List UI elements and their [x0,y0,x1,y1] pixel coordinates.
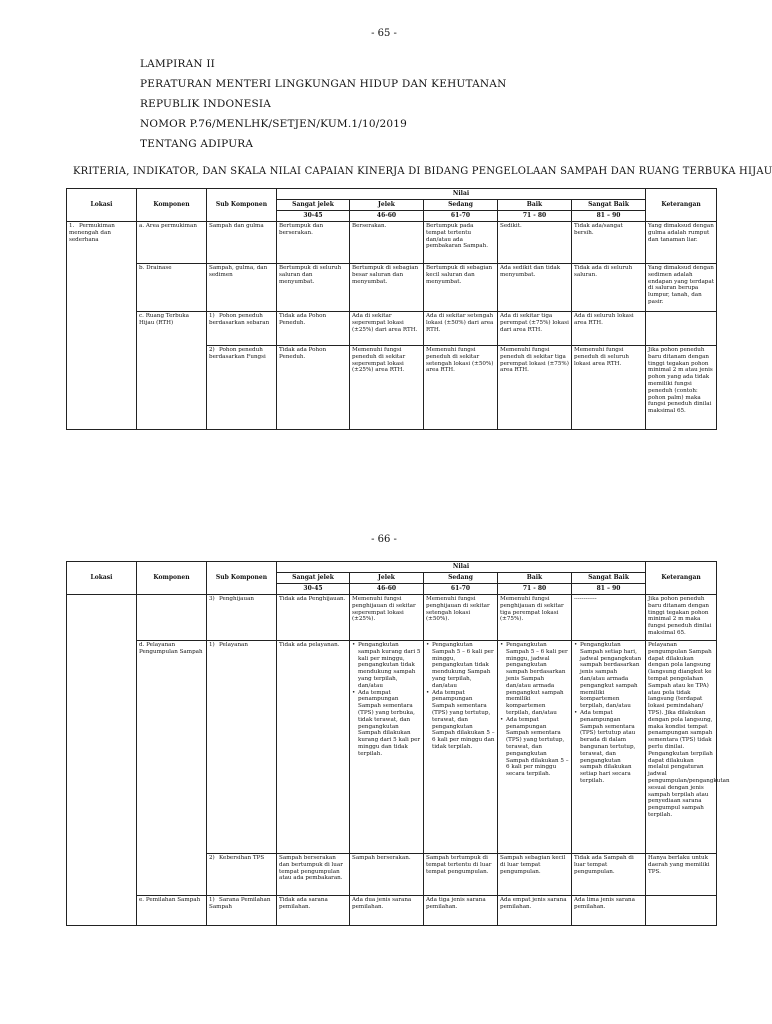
page-number: - 66 - [371,534,397,545]
header-range: 81 – 90 [572,584,646,595]
cell-value: Memenuhi fungsi peneduh di seluruh lokasi area RTH. [572,346,646,430]
header-line: TENTANG ADIPURA [140,138,254,150]
cell-value: Ada lima jenis sarana pemilahan. [572,896,646,926]
cell-value: Bertumpuk di sebagian kecil saluran dan menyumbat. [424,264,498,312]
cell-keterangan: Yang dimaksud dengan sedimen adalah endapan yang terdapat di saluran berupa lumpur, tanah, dan pasir. [646,264,717,312]
document-header [140,54,506,154]
criteria-table [66,188,717,430]
table-row [67,264,717,312]
table-row [67,896,717,926]
cell-value: Sampah tertumpuk di tempat tertentu di luar tempat pengumpulan. [424,854,498,896]
cell-keterangan [646,312,717,346]
cell-keterangan: Pelayanan pengumpulan Sampah dapat dilakukan dengan pola langsung (langsung diangkut ke tempat pengolahan Sampah atau ke TPA) atau pola tidak langsung (terdapat lokasi pemindahan/ TPS). Jika dilakukan dengan pola langsung, maka kondisi tempat penampungan sampah sementara (TPS) tidak perlu dinilai. Pengangkutan terpilah dapat dilakukan melalui pengaturan jadwal pengumpulan/pengangkutan sesuai dengan jenis sampah terpilah atau penyediaan sarana pengumpul sampah terpilah. [646,641,717,854]
header-range: 71 - 80 [498,211,572,222]
header-range: 71 - 80 [498,584,572,595]
cell-value: ------------ [572,595,646,641]
cell-keterangan: Yang dimaksud dengan gulma adalah rumput dan tanaman liar. [646,222,717,264]
header-range: 81 – 90 [572,211,646,222]
header-range: 30-45 [277,211,350,222]
header-lokasi: Lokasi [67,189,137,222]
header-range: 46-60 [350,584,424,595]
cell-komponen: b. Drainase [137,264,207,312]
header-nilai: Nilai [277,189,646,200]
table-row [67,641,717,854]
cell-lokasi: 1. Permukiman menengah dan sederhana [67,222,137,430]
table-row [67,222,717,264]
cell-value [572,641,646,854]
cell-sub: 1) Sarana Pemilahan Sampah [207,896,277,926]
cell-keterangan [646,896,717,926]
cell-value: Tidak ada/sangat bersih. [572,222,646,264]
cell-value: Memenuhi fungsi peneduh di sekitar seperempat lokasi (±25%) area RTH. [350,346,424,430]
header-komponen: Komponen [137,562,207,595]
cell-keterangan: Jika pohon peneduh baru ditanam dengan tinggi tegakan pohon minimal 2 m maka fungsi peneduh dinilai maksimal 65. [646,595,717,641]
cell-value: Bertumpuk di sebagian besar saluran dan menyumbat. [350,264,424,312]
header-range: 46-60 [350,211,424,222]
cell-value: Memenuhi fungsi peneduh di sekitar setengah lokasi (±50%) area RTH. [424,346,498,430]
cell-value: Sampah berserakan. [350,854,424,896]
cell-value: Tidak ada di seluruh saluran. [572,264,646,312]
header-komponen: Komponen [137,189,207,222]
cell-komponen: e. Pemilahan Sampah [137,896,207,926]
table-title: KRITERIA, INDIKATOR, DAN SKALA NILAI CAPAIAN KINERJA DI BIDANG PENGELOLAAN SAMPAH DAN RUANG TERBUKA HIJAU [73,166,772,177]
header-level: Jelek [350,573,424,584]
cell-komponen: a. Area permukiman [137,222,207,264]
cell-keterangan: Jika pohon peneduh baru ditanam dengan tinggi tegakan pohon minimal 2 m atau jenis pohon yang ada tidak memiliki fungsi peneduh (contoh: pohon palm) maka fungsi peneduh dinilai maksimal 65. [646,346,717,430]
header-sub-komponen: Sub Komponen [207,562,277,595]
cell-value [350,641,424,854]
cell-value: Tidak ada Penghijauan. [277,595,350,641]
header-line: PERATURAN MENTERI LINGKUNGAN HIDUP DAN KEHUTANAN [140,78,507,90]
header-nilai: Nilai [277,562,646,573]
cell-value: Ada di sekitar setengah lokasi (±50%) dari area RTH. [424,312,498,346]
cell-lokasi [67,595,137,926]
bullet-item: • Pengangkutan Sampah 5 – 6 kali per minggu, jadwal pengangkutan sampah berdasarkan jenis Sampah dan/atau armada pengangkut sampah memiliki kompartemen terpilah, dan/atau [506,642,569,717]
cell-value: Memenuhi fungsi penghijauan di sekitar setengah lokasi (±50%). [424,595,498,641]
cell-value: Sampah sebagian kecil di luar tempat pengumpulan. [498,854,572,896]
header-level: Sangat Baik [572,200,646,211]
header-level: Jelek [350,200,424,211]
cell-value: Bertumpuk pada tempat tertentu dan/atau ada pembakaran Sampah. [424,222,498,264]
page-number: - 65 - [371,28,397,39]
bullet-item: • Pengangkutan Sampah 5 – 6 kali per minggu, pengangkutan tidak mendukung Sampah yang terpilah, dan/atau [432,642,495,690]
cell-value: Berserakan. [350,222,424,264]
header-level: Sedang [424,573,498,584]
header-range: 61-70 [424,211,498,222]
bullet-item: • Ada tempat penampungan Sampah sementara (TPS) yang tertutup, terawat, dan pengangkutan Sampah dilakukan 5 – 6 kali per minggu secara terpilah. [506,717,569,778]
header-level: Sangat jelek [277,573,350,584]
cell-value: Ada di sekitar seperempat lokasi (±25%) dari area RTH. [350,312,424,346]
cell-value [424,641,498,854]
cell-value: Ada empat jenis sarana pemilahan. [498,896,572,926]
cell-keterangan: Hanya berlaku untuk daerah yang memiliki TPS. [646,854,717,896]
cell-value: Memenuhi fungsi penghijauan di sekitar tiga perempat lokasi (±75%). [498,595,572,641]
header-level: Baik [498,573,572,584]
header-range: 61-70 [424,584,498,595]
cell-value [498,641,572,854]
header-keterangan: Keterangan [646,562,717,595]
cell-value: Ada di sekitar tiga perempat (±75%) lokasi dari area RTH. [498,312,572,346]
cell-komponen [137,595,207,641]
cell-value: Bertumpuk dan berserakan. [277,222,350,264]
cell-value: Tidak ada Sampah di luar tempat pengumpulan. [572,854,646,896]
cell-value: Tidak ada Pohon Peneduh. [277,346,350,430]
cell-value: Ada tiga jenis sarana pemilahan. [424,896,498,926]
bullet-item: • Ada tempat penampungan Sampah sementara (TPS) tertutup atau berada di dalam bangunan tertutup, terawat, dan pengangkutan sampah dilakukan setiap hari secara terpilah. [580,710,643,785]
cell-value: Sampah berserakan dan bertumpuk di luar tempat pengumpulan atau ada pembakaran. [277,854,350,896]
header-line: REPUBLIK INDONESIA [140,98,272,110]
bullet-item: • Pengangkutan Sampah setiap hari, jadwal pengangkutan sampah berdasarkan jenis sampah dan/atau armada pengangkut sampah memiliki kompartemen terpilah, dan/atau [580,642,643,710]
cell-sub: 2) Kebersihan TPS [207,854,277,896]
cell-value: Ada dua jenis sarana pemilahan. [350,896,424,926]
cell-sub: 2) Pohon peneduh berdasarkan Fungsi [207,346,277,430]
table-row [67,312,717,346]
bullet-item: • Ada tempat penampungan Sampah sementara (TPS) yang tertutup, terawat, dan pengangkutan Sampah dilakukan 5 – 6 kali per minggu dan tidak terpilah. [432,690,495,751]
cell-value: Sedikit. [498,222,572,264]
cell-value: Tidak ada pelayanan. [277,641,350,854]
bullet-item: • Pengangkutan sampah kurang dari 5 kali per minggu, pengangkutan tidak mendukung sampah yang terpilah, dan/atau [358,642,421,690]
cell-sub: Sampah dan gulma [207,222,277,264]
header-level: Sangat jelek [277,200,350,211]
cell-value: Memenuhi fungsi peneduh di sekitar tiga perempat lokasi (±75%) area RTH. [498,346,572,430]
header-keterangan: Keterangan [646,189,717,222]
criteria-table-continued [66,561,730,926]
table-row [67,595,717,641]
cell-sub: 1) Pelayanan [207,641,277,854]
bullet-item: • Ada tempat penampungan Sampah sementara (TPS) yang terbuka, tidak terawat, dan pengangkutan Sampah dilakukan kurang dari 5 kali per minggu dan tidak terpilah. [358,690,421,758]
cell-value: Ada di seluruh lokasi area RTH. [572,312,646,346]
cell-value: Bertumpuk di seluruh saluran dan menyumbat. [277,264,350,312]
cell-value: Tidak ada Pohon Peneduh. [277,312,350,346]
header-line: NOMOR P.76/MENLHK/SETJEN/KUM.1/10/2019 [140,118,407,130]
cell-value: Memenuhi fungsi penghijauan di sekitar seperempat lokasi (±25%). [350,595,424,641]
cell-value: Ada sedikit dan tidak menyumbat. [498,264,572,312]
header-level: Sangat Baik [572,573,646,584]
cell-value: Tidak ada sarana pemilahan. [277,896,350,926]
header-level: Baik [498,200,572,211]
cell-sub: 1) Pohon peneduh berdasarkan sebaran [207,312,277,346]
header-line: LAMPIRAN II [140,58,216,70]
header-lokasi: Lokasi [67,562,137,595]
header-range: 30-45 [277,584,350,595]
header-level: Sedang [424,200,498,211]
cell-sub: 3) Penghijauan [207,595,277,641]
cell-komponen: d. Pelayanan Pengumpulan Sampah [137,641,207,896]
header-sub-komponen: Sub Komponen [207,189,277,222]
cell-komponen: c. Ruang Terbuka Hijau (RTH) [137,312,207,430]
cell-sub: Sampah, gulma, dan sedimen [207,264,277,312]
